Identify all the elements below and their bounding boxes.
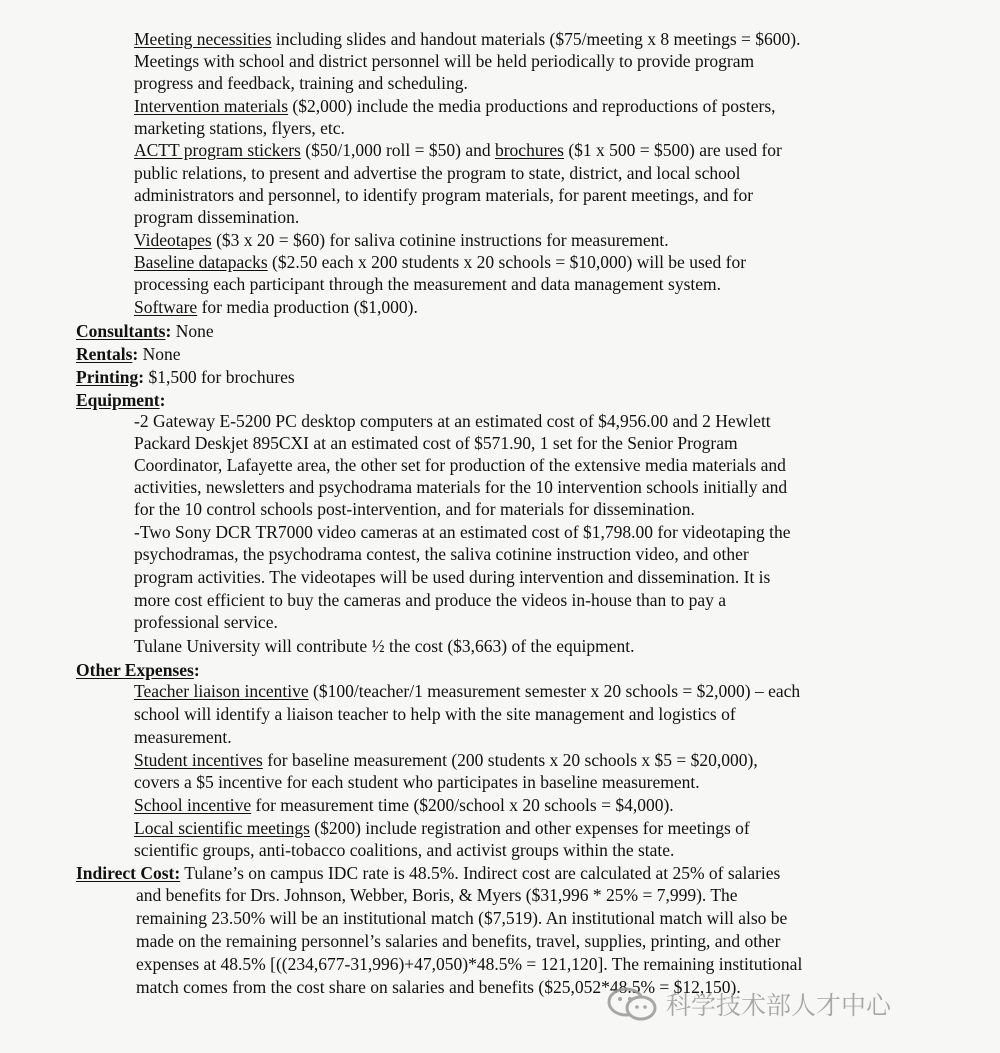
text-segment: including slides and handout materials ($75/meeting x 8 meetings = $600).	[271, 29, 801, 49]
underlined-term: Rentals	[76, 344, 133, 364]
text-segment: for media production ($1,000).	[197, 297, 418, 317]
text-segment: for the 10 control schools post-intervention, and for materials for dissemination.	[134, 499, 695, 519]
text-segment: ($2,000) include the media productions and reproductions of posters,	[288, 96, 776, 116]
text-segment: ($2.50 each x 200 students x 20 schools = $10,000) will be used for	[267, 252, 747, 272]
text-line	[134, 50, 754, 72]
text-line	[134, 296, 418, 318]
text-segment: Packard Deskjet 895CXI at an estimated cost of $571.90, 1 set for the Senior Program	[134, 433, 738, 453]
underlined-term: Equipment	[76, 390, 160, 410]
text-line	[136, 930, 780, 952]
text-line	[134, 229, 669, 251]
text-segment: ($1 x 500 = $500) are used for	[563, 140, 782, 160]
text-segment: more cost efficient to buy the cameras and produce the videos in-house than to pay a	[134, 590, 727, 610]
text-line	[134, 589, 726, 611]
wechat-bubble-icon	[606, 985, 658, 1023]
text-segment: activities, newsletters and psychodrama materials for the 10 intervention schools initially and	[134, 477, 788, 497]
underlined-term: Indirect Cost:	[76, 863, 181, 883]
text-line	[76, 389, 165, 411]
text-segment: made on the remaining personnel’s salaries and benefits, travel, supplies, printing, and other	[136, 931, 781, 951]
text-segment: :	[165, 321, 172, 341]
text-line	[134, 794, 674, 816]
text-segment: :	[193, 660, 200, 680]
text-line	[134, 95, 776, 117]
underlined-term: Local scientific meetings	[134, 818, 310, 838]
text-line	[134, 72, 468, 94]
text-segment: professional service.	[134, 612, 278, 632]
text-segment: covers a $5 incentive for each student who participates in baseline measurement.	[134, 772, 700, 792]
text-line	[134, 139, 782, 161]
text-segment: scientific groups, anti-tobacco coalitions, and activist groups within the state.	[134, 840, 675, 860]
text-segment: administrators and personnel, to identify program materials, for parent meetings, and for	[134, 185, 754, 205]
watermark-text: 科学技术部人才中心	[666, 991, 892, 1020]
text-line	[134, 543, 749, 565]
text-line	[134, 28, 800, 50]
text-segment: for measurement time ($200/school x 20 schools = $4,000).	[251, 795, 674, 815]
underlined-term: Software	[134, 297, 198, 317]
text-segment: match comes from the cost share on salaries and benefits ($25,052*48.5% = $12,150).	[136, 977, 741, 997]
text-line	[134, 726, 232, 748]
text-line	[134, 476, 787, 498]
text-segment: ($3 x 20 = $60) for saliva cotinine instructions for measurement.	[211, 230, 669, 250]
text-segment: $1,500 for brochures	[144, 367, 295, 387]
text-segment: expenses at 48.5% [((234,677-31,996)+47,050)*48.5% = 121,120]. The remaining institutional	[136, 954, 803, 974]
text-line	[134, 410, 771, 432]
text-segment: public relations, to present and advertise the program to state, district, and local school	[134, 163, 741, 183]
underlined-term: Student incentives	[134, 750, 263, 770]
text-line	[134, 817, 750, 839]
text-line	[76, 659, 200, 681]
text-segment: for baseline measurement (200 students x 20 schools x $5 = $20,000),	[262, 750, 758, 770]
underlined-term: brochures	[494, 140, 564, 160]
text-segment: program dissemination.	[134, 207, 300, 227]
text-segment: ($100/teacher/1 measurement semester x 20 schools = $2,000) – each	[308, 681, 801, 701]
text-line	[134, 454, 786, 476]
text-segment: remaining 23.50% will be an institutional match ($7,519). An institutional match will also be	[136, 908, 788, 928]
text-line	[134, 566, 770, 588]
underlined-term: Meeting necessities	[134, 29, 272, 49]
text-segment: Meetings with school and district personnel will be held periodically to provide program	[134, 51, 755, 71]
text-line	[76, 343, 181, 365]
text-line	[134, 703, 736, 725]
underlined-term: School incentive	[134, 795, 252, 815]
text-segment: Tulane’s on campus IDC rate is 48.5%. Indirect cost are calculated at 25% of salaries	[180, 863, 781, 883]
text-line	[134, 117, 345, 139]
underlined-term: Consultants	[76, 321, 166, 341]
text-line	[134, 771, 700, 793]
text-line	[134, 273, 721, 295]
text-line	[134, 635, 634, 657]
text-line	[134, 680, 800, 702]
text-line	[134, 521, 791, 543]
text-segment: progress and feedback, training and scheduling.	[134, 73, 468, 93]
text-segment: school will identify a liaison teacher to help with the site management and logistics of	[134, 704, 736, 724]
underlined-term: Printing	[76, 367, 139, 387]
text-segment: psychodramas, the psychodrama contest, the saliva cotinine instruction video, and other	[134, 544, 749, 564]
underlined-term: Baseline datapacks	[134, 252, 268, 272]
text-segment: :	[159, 390, 166, 410]
text-segment: ($50/1,000 roll = $50) and	[300, 140, 495, 160]
underlined-term: Other Expenses	[76, 660, 194, 680]
text-line	[76, 366, 295, 388]
text-segment: -Two Sony DCR TR7000 video cameras at an estimated cost of $1,798.00 for videotaping the	[134, 522, 791, 542]
text-segment: marketing stations, flyers, etc.	[134, 118, 345, 138]
text-line	[134, 498, 695, 520]
text-line	[136, 907, 787, 929]
text-segment: Coordinator, Lafayette area, the other set for production of the extensive media materials and	[134, 455, 786, 475]
text-segment: Tulane University will contribute ½ the cost ($3,663) of the equipment.	[134, 636, 635, 656]
underlined-term: Teacher liaison incentive	[134, 681, 309, 701]
text-segment: processing each participant through the measurement and data management system.	[134, 274, 722, 294]
text-line	[76, 862, 780, 884]
text-line	[136, 884, 738, 906]
text-line	[134, 749, 758, 771]
text-segment: None	[138, 344, 181, 364]
text-segment: None	[171, 321, 214, 341]
text-segment: -2 Gateway E-5200 PC desktop computers at an estimated cost of $4,956.00 and 2 Hewlett	[134, 411, 771, 431]
underlined-term: ACTT program stickers	[134, 140, 301, 160]
text-line	[134, 839, 674, 861]
text-segment: measurement.	[134, 727, 232, 747]
underlined-term: Videotapes	[134, 230, 212, 250]
text-line	[134, 432, 738, 454]
text-line	[134, 162, 741, 184]
text-segment: and benefits for Drs. Johnson, Webber, Boris, & Myers ($31,996 * 25% = 7,999). The	[136, 885, 738, 905]
text-line	[134, 251, 746, 273]
text-segment: :	[138, 367, 145, 387]
text-line	[136, 953, 802, 975]
watermark	[606, 985, 891, 1023]
text-segment: :	[132, 344, 139, 364]
text-line	[76, 320, 214, 342]
text-line	[134, 184, 753, 206]
text-line	[134, 206, 299, 228]
text-segment: program activities. The videotapes will be used during intervention and dissemination. It is	[134, 567, 771, 587]
underlined-term: Intervention materials	[134, 96, 289, 116]
text-line	[134, 611, 278, 633]
text-segment: ($200) include registration and other expenses for meetings of	[309, 818, 750, 838]
